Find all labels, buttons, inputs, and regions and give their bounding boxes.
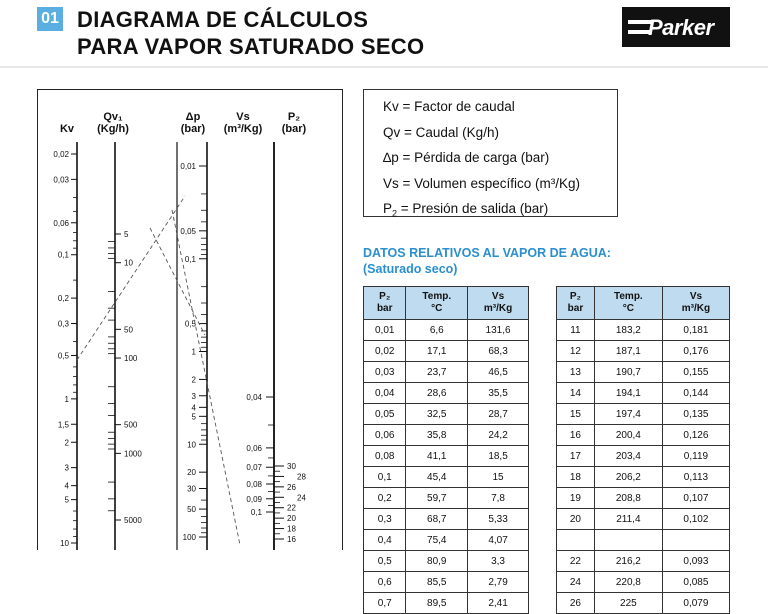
cell-temp: 211,4 — [594, 509, 662, 530]
cell-vs: 18,5 — [468, 446, 529, 467]
dp-tick-label: 100 — [182, 533, 196, 542]
cell-temp: 6,6 — [406, 320, 468, 341]
cell-vs: 0,119 — [662, 446, 729, 467]
nomogram-header-kv: Kv — [59, 123, 75, 135]
cell-vs — [662, 530, 729, 551]
cell-p2: 0,3 — [364, 509, 406, 530]
cell-vs: 0,102 — [662, 509, 729, 530]
cell-temp: 216,2 — [594, 551, 662, 572]
qv-tick-label: 50 — [124, 325, 133, 335]
cell-temp: 35,8 — [406, 425, 468, 446]
table-row — [557, 320, 730, 341]
table-row — [364, 593, 529, 614]
cell-p2: 18 — [557, 467, 595, 488]
cell-vs: 7,8 — [468, 488, 529, 509]
legend-item: ∆p = Pérdida de carga (bar) — [383, 150, 550, 165]
dp-tick-label: 10 — [187, 440, 196, 450]
vs-tick-label: 0,06 — [246, 443, 262, 453]
nomogram-header-qv-top: Qv₁ — [103, 111, 123, 123]
col-header-vs: Vs m³/Kg — [662, 287, 729, 320]
cell-p2: 0,5 — [364, 551, 406, 572]
cell-p2: 0,1 — [364, 467, 406, 488]
dp-tick-label: 2 — [191, 375, 196, 385]
legend-box — [363, 89, 618, 217]
cell-vs: 0,135 — [662, 404, 729, 425]
cell-temp: 85,5 — [406, 572, 468, 593]
p2-tick-label: 26 — [287, 482, 296, 492]
cell-p2: 0,03 — [364, 362, 406, 383]
cell-temp: 80,9 — [406, 551, 468, 572]
cell-p2: 0,7 — [364, 593, 406, 614]
cell-p2: 24 — [557, 572, 595, 593]
cell-vs: 131,6 — [468, 320, 529, 341]
qv-tick-label: 500 — [124, 420, 138, 430]
table-row — [364, 404, 529, 425]
steam-data-title-line1: DATOS RELATIVOS AL VAPOR DE AGUA: — [363, 246, 611, 260]
cell-temp: 28,6 — [406, 383, 468, 404]
cell-temp: 89,5 — [406, 593, 468, 614]
steam-table-left — [363, 286, 529, 614]
table-row — [557, 488, 730, 509]
dp-tick-label: 50 — [187, 505, 196, 515]
table-row — [364, 530, 529, 551]
table-row — [364, 425, 529, 446]
steam-table-right — [556, 286, 730, 614]
nomogram-header-dp-unit: (bar) — [180, 123, 206, 135]
cell-temp: 187,1 — [594, 341, 662, 362]
cell-temp: 206,2 — [594, 467, 662, 488]
cell-vs: 0,126 — [662, 425, 729, 446]
cell-p2: 0,02 — [364, 341, 406, 362]
table-header-row — [364, 287, 529, 320]
kv-tick-label: 0,2 — [57, 294, 69, 304]
cell-p2: 14 — [557, 383, 595, 404]
cell-p2: 12 — [557, 341, 595, 362]
dp-tick-label: 0,1 — [184, 254, 196, 264]
col-header-p2: P₂ bar — [364, 287, 406, 320]
p2-tick-label: 24 — [297, 493, 306, 503]
dp-tick-label: 4 — [191, 403, 196, 413]
nomogram-header-vs-unit: (m³/Kg) — [223, 123, 263, 135]
cell-temp: 200,4 — [594, 425, 662, 446]
cell-p2: 22 — [557, 551, 595, 572]
cell-vs: 0,107 — [662, 488, 729, 509]
table-row — [364, 467, 529, 488]
nomogram-example-lines — [77, 196, 240, 545]
cell-vs: 0,079 — [662, 593, 729, 614]
p2-tick-label: 16 — [287, 535, 296, 544]
col-header-temp: Temp. °C — [594, 287, 662, 320]
table-header-row — [557, 287, 730, 320]
qv-tick-label: 5000 — [124, 516, 142, 525]
nomogram-header-qv-unit: (Kg/h) — [97, 123, 129, 135]
cell-vs: 0,113 — [662, 467, 729, 488]
kv-tick-label: 10 — [60, 539, 69, 548]
vs-tick-label: 0,08 — [246, 479, 262, 489]
col-header-p2: P₂ bar — [557, 287, 595, 320]
p2-tick-label: 22 — [287, 503, 296, 513]
example-construction-line — [77, 196, 185, 360]
cell-temp: 203,4 — [594, 446, 662, 467]
nomogram-header-vs-top: Vs — [236, 111, 250, 123]
dp-tick-label: 0,05 — [180, 226, 196, 236]
table-row — [364, 572, 529, 593]
steam-data-title — [363, 245, 611, 277]
cell-temp: 68,7 — [406, 509, 468, 530]
cell-vs: 35,5 — [468, 383, 529, 404]
title-line-1: DIAGRAMA DE CÁLCULOS — [77, 7, 369, 32]
cell-vs: 4,07 — [468, 530, 529, 551]
section-number-badge: 01 — [37, 7, 63, 31]
cell-temp: 75,4 — [406, 530, 468, 551]
legend-item: $P_2$ = Presión de salida (bar) — [383, 201, 549, 219]
cell-temp: 194,1 — [594, 383, 662, 404]
table-row — [364, 362, 529, 383]
cell-vs: 5,33 — [468, 509, 529, 530]
cell-temp: 220,8 — [594, 572, 662, 593]
cell-vs: 2,79 — [468, 572, 529, 593]
cell-p2: 0,01 — [364, 320, 406, 341]
col-header-vs: Vs m³/Kg — [468, 287, 529, 320]
legend-item: Qv = Caudal (Kg/h) — [383, 124, 499, 140]
table-row — [557, 509, 730, 530]
p2-tick-label: 30 — [287, 462, 296, 471]
table-row — [557, 383, 730, 404]
kv-tick-label: 0,03 — [53, 175, 69, 185]
cell-temp: 17,1 — [406, 341, 468, 362]
nomogram-header-p2-unit: (bar) — [281, 123, 307, 135]
cell-vs: 0,176 — [662, 341, 729, 362]
kv-tick-label: 0,3 — [57, 319, 69, 329]
cell-temp: 23,7 — [406, 362, 468, 383]
title-line-2: PARA VAPOR SATURADO SECO — [77, 34, 425, 59]
table-row — [364, 341, 529, 362]
cell-p2: 0,6 — [364, 572, 406, 593]
cell-temp — [594, 530, 662, 551]
table-row — [557, 593, 730, 614]
cell-vs: 68,3 — [468, 341, 529, 362]
cell-p2: 0,06 — [364, 425, 406, 446]
cell-temp: 59,7 — [406, 488, 468, 509]
table-row — [364, 509, 529, 530]
table-row — [557, 551, 730, 572]
dp-tick-label: 5 — [191, 412, 196, 422]
qv-tick-label: 10 — [124, 258, 133, 268]
cell-vs: 3,3 — [468, 551, 529, 572]
nomogram-ticks — [53, 150, 306, 548]
cell-p2: 0,08 — [364, 446, 406, 467]
cell-p2 — [557, 530, 595, 551]
vs-tick-label: 0,1 — [250, 508, 262, 517]
kv-tick-label: 0,1 — [57, 250, 69, 260]
cell-vs: 0,144 — [662, 383, 729, 404]
qv-tick-label: 5 — [124, 230, 129, 239]
kv-tick-label: 1 — [64, 394, 69, 404]
cell-p2: 0,04 — [364, 383, 406, 404]
kv-tick-label: 5 — [64, 495, 69, 505]
dp-tick-label: 20 — [187, 468, 196, 478]
table-row — [364, 488, 529, 509]
col-header-temp: Temp. °C — [406, 287, 468, 320]
dp-tick-label: 1 — [191, 347, 196, 357]
cell-temp: 197,4 — [594, 404, 662, 425]
kv-tick-label: 2 — [64, 438, 69, 448]
table-row — [557, 425, 730, 446]
vs-tick-label: 0,04 — [246, 393, 262, 402]
cell-temp: 183,2 — [594, 320, 662, 341]
nomogram-header-p2-top: P₂ — [287, 111, 301, 123]
cell-vs: 0,155 — [662, 362, 729, 383]
p2-tick-label: 28 — [297, 472, 306, 482]
cell-vs: 0,085 — [662, 572, 729, 593]
nomogram-header-dp-top: Δp — [185, 111, 201, 123]
kv-tick-label: 3 — [64, 463, 69, 473]
table-row — [557, 530, 730, 551]
table-row — [557, 341, 730, 362]
dp-tick-label: 0,5 — [184, 319, 196, 329]
dp-tick-label: 3 — [191, 391, 196, 401]
nomogram-headers — [60, 111, 307, 135]
legend-item: Vs = Volumen específico (m³/Kg) — [383, 175, 580, 191]
cell-p2: 16 — [557, 425, 595, 446]
cell-vs: 2,41 — [468, 593, 529, 614]
cell-temp: 32,5 — [406, 404, 468, 425]
cell-p2: 0,2 — [364, 488, 406, 509]
dp-tick-label: 0,01 — [180, 162, 196, 171]
example-construction-line — [172, 210, 240, 545]
cell-p2: 26 — [557, 593, 595, 614]
table-row — [557, 572, 730, 593]
table-row — [557, 446, 730, 467]
cell-vs: 0,093 — [662, 551, 729, 572]
cell-vs: 24,2 — [468, 425, 529, 446]
dp-tick-label: 30 — [187, 484, 196, 494]
kv-tick-label: 0,5 — [57, 351, 69, 361]
steam-data-title-line2: (Saturado seco) — [363, 262, 458, 276]
cell-p2: 17 — [557, 446, 595, 467]
cell-p2: 0,4 — [364, 530, 406, 551]
qv-tick-label: 100 — [124, 354, 138, 364]
cell-temp: 190,7 — [594, 362, 662, 383]
kv-tick-label: 4 — [64, 481, 69, 491]
table-row — [364, 320, 529, 341]
cell-vs: 46,5 — [468, 362, 529, 383]
cell-temp: 208,8 — [594, 488, 662, 509]
vs-tick-label: 0,07 — [246, 463, 262, 473]
cell-p2: 11 — [557, 320, 595, 341]
table-row — [364, 383, 529, 404]
vs-tick-label: 0,09 — [246, 494, 262, 504]
cell-temp: 225 — [594, 593, 662, 614]
cell-vs: 28,7 — [468, 404, 529, 425]
kv-tick-label: 1,5 — [57, 420, 69, 430]
kv-tick-label: 0,02 — [53, 150, 69, 159]
cell-p2: 13 — [557, 362, 595, 383]
cell-temp: 45,4 — [406, 467, 468, 488]
p2-tick-label: 18 — [287, 524, 296, 534]
table-row — [364, 446, 529, 467]
logo-wordmark: Parker — [648, 15, 714, 40]
nomogram-axes — [77, 142, 274, 550]
cell-p2: 15 — [557, 404, 595, 425]
p2-tick-label: 20 — [287, 514, 296, 524]
table-row — [364, 551, 529, 572]
qv-tick-label: 1000 — [124, 449, 142, 459]
cell-p2: 19 — [557, 488, 595, 509]
legend-item: Kv = Factor de caudal — [383, 99, 515, 114]
kv-tick-label: 0,06 — [53, 218, 69, 228]
cell-p2: 20 — [557, 509, 595, 530]
cell-temp: 41,1 — [406, 446, 468, 467]
table-row — [557, 362, 730, 383]
cell-vs: 15 — [468, 467, 529, 488]
table-row — [557, 404, 730, 425]
table-row — [557, 467, 730, 488]
cell-vs: 0,181 — [662, 320, 729, 341]
cell-p2: 0,05 — [364, 404, 406, 425]
